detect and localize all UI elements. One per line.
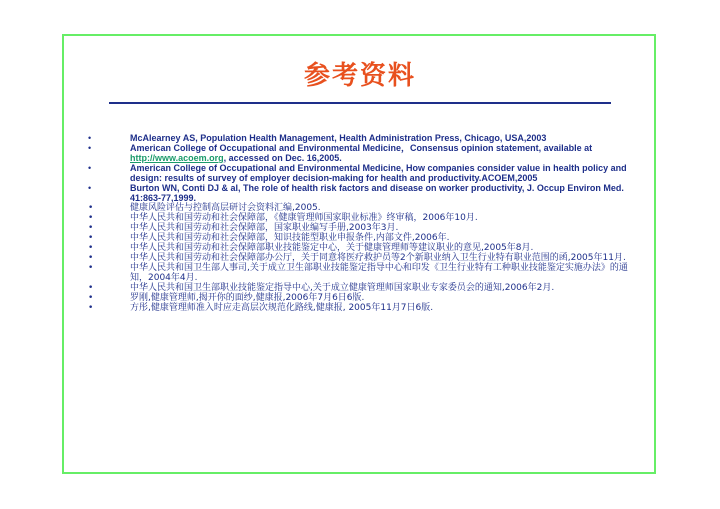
list-item: • Burton WN, Conti DJ & al, The role of health risk factors and disease on worker productivity, J. Occup Environ Med. 41:863-77,1999. <box>88 183 624 203</box>
bullet-icon: • <box>88 203 94 213</box>
page-title: 参考资料 <box>303 61 416 91</box>
list-item: • 中华人民共和国劳动和社会保障部办公厅，关于同意将医疗救护员等2个新职业纳入卫生行业特有职业范围的函,2005年11月. <box>88 253 626 263</box>
list-item: • McAlearney AS, Population Health Management, Health Administration Press, Chicago, USA,2003 <box>88 133 547 143</box>
bullet-icon: • <box>88 183 92 193</box>
bullet-icon: • <box>88 283 94 293</box>
reference-list <box>84 133 632 313</box>
list-item: • American College of Occupational and Environmental Medicine，Consensus opinion statement, available at http://www.acoem.org, accessed on Dec. 16,2005. <box>88 143 593 163</box>
list-item: • 中华人民共和国劳动和社会保障部，《健康管理师国家职业标准》终审稿，2006年10月. <box>88 213 478 223</box>
list-item: • 中华人民共和国劳动和社会保障部，知识技能型职业申报条件,内部文件,2006年. <box>88 233 450 243</box>
list-item: • 中华人民共和国卫生部人事司,关于成立卫生部职业技能鉴定指导中心和印发《卫生行业特有工种职业技能鉴定实施办法》的通知，2004年4月. <box>88 263 628 283</box>
list-item: • 方彤,健康管理师准入时应走高层次规范化路线,健康报, 2005年11月7日6版. <box>88 303 434 313</box>
title-divider <box>109 102 611 104</box>
bullet-icon: • <box>88 263 94 273</box>
list-item: • 中华人民共和国劳动和社会保障部，国家职业编写手册,2003年3月. <box>88 223 399 233</box>
acoem-link[interactable]: http://www.acoem.org <box>130 153 224 163</box>
list-item: • 中华人民共和国卫生部职业技能鉴定指导中心,关于成立健康管理师国家职业专家委员会的通知,2006年2月. <box>88 283 555 293</box>
bullet-icon: • <box>88 163 92 173</box>
bullet-icon: • <box>88 253 94 263</box>
bullet-icon: • <box>88 143 92 153</box>
list-item: • American College of Occupational and Environmental Medicine, How companies consider value in health policy and design: results of survey of employer decision-making for health and productivity.ACOEM,2005 <box>88 163 627 183</box>
bullet-icon: • <box>88 223 94 233</box>
bullet-icon: • <box>88 233 94 243</box>
bullet-icon: • <box>88 243 94 253</box>
list-item: • 罗刚,健康管理师,揭开你的面纱,健康报,2006年7月6日6版. <box>88 293 365 303</box>
bullet-icon: • <box>88 213 94 223</box>
list-item: • 健康风险评估与控制高层研讨会资料汇编,2005. <box>88 203 321 213</box>
bullet-icon: • <box>88 133 92 143</box>
list-item: • 中华人民共和国劳动和社会保障部职业技能鉴定中心，关于健康管理师等建议职业的意见,2005年8月. <box>88 243 534 253</box>
bullet-icon: • <box>88 303 94 313</box>
bullet-icon: • <box>88 293 94 303</box>
